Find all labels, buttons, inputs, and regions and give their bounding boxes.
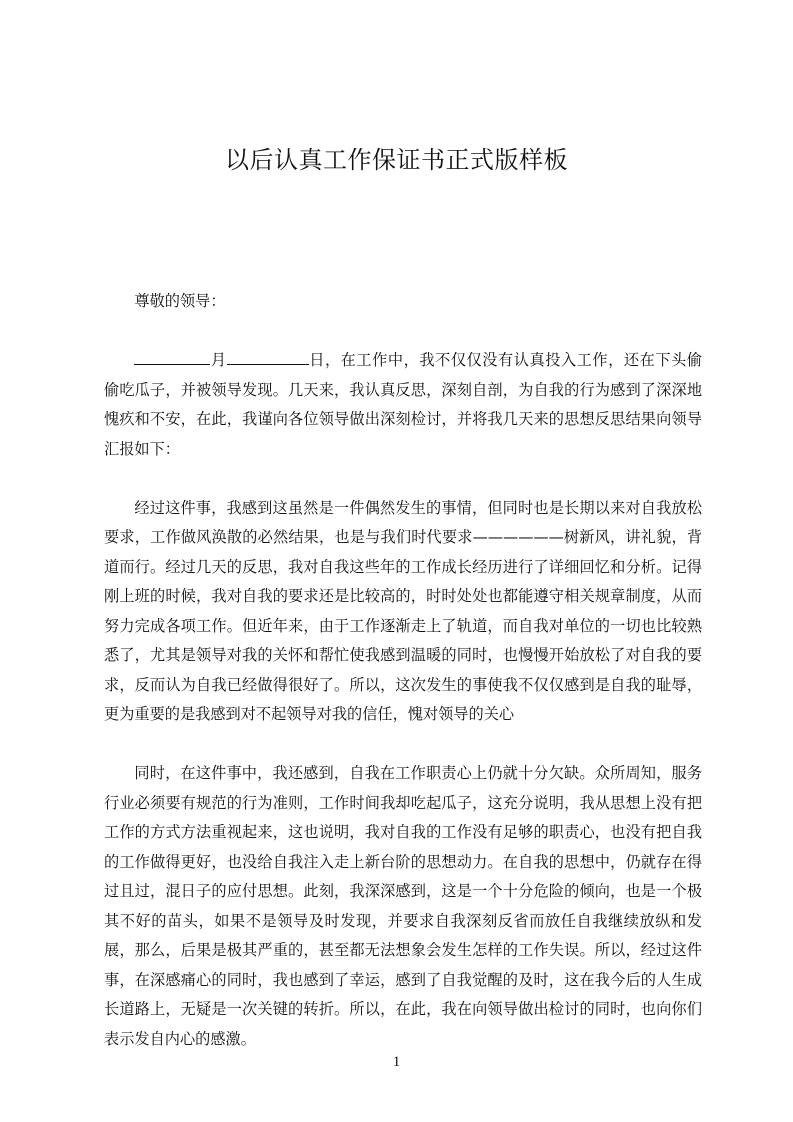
paragraph-3: 同时，在这件事中，我还感到，自我在工作职责心上仍就十分欠缺。众所周知，服务行业必须要有规范的行为准则，工作时间我却吃起瓜子，这充分说明，我从思想上没有把工作的方式方法重视起来，这也说明，我对自我的工作没有足够的职责心，也没有把自我的工作做得更好，也没给自我注入走上新台阶的思想动力。在自我的思想中，仍就存在得过且过，混日子的应付思想。此刻，我深深感到，这是一个十分危险的倾向，也是一个极其不好的苗头，如果不是领导及时发现，并要求自我深刻反省而放任自我继续放纵和发展，那么，后果是极其严重的，甚至都无法想象会发生怎样的工作失误。所以，经过这件事，在深感痛心的同时，我也感到了幸运，感到了自我觉醒的及时，这在我今后的人生成长道路上，无疑是一次关键的转折。所以，在此，我在向领导做出检讨的同时，也向你们表示发自内心的感激。 [104,764,702,1048]
month-blank [134,348,210,365]
document-body [104,287,702,1054]
salutation: 尊敬的领导： [134,292,226,310]
day-blank [227,348,309,365]
paragraph-1 [104,346,702,464]
paragraph-1-text: 日，在工作中，我不仅仅没有认真投入工作，还在下头偷偷吃瓜子，并被领导发现。几天来，我认真反思，深刻自剖，为自我的行为感到了深深地愧疚和不安，在此，我谨向各位领导做出深刻检讨，并将我几天来的思想反思结果向领导汇报如下： [104,351,703,458]
month-label: 月 [210,351,227,369]
paragraph-2: 经过这件事，我感到这虽然是一件偶然发生的事情，但同时也是长期以来对自我放松要求，工作做风涣散的必然结果，也是与我们时代要求——————树新风，讲礼貌，背道而行。经过几天的反思，我对自我这些年的工作成长经历进行了详细回忆和分析。记得刚上班的时候，我对自我的要求还是比较高的，时时处处也都能遵守相关规章制度，从而努力完成各项工作。但近年来，由于工作逐渐走上了轨道，而自我对单位的一切也比较熟悉了，尤其是领导对我的关怀和帮忙使我感到温暖的同时，也慢慢开始放松了对自我的要求，反而认为自我已经做得很好了。所以，这次发生的事使我不仅仅感到是自我的耻辱，更为重要的是我感到对不起领导对我的信任，愧对领导的关心 [104,498,702,723]
document-title: 以后认真工作保证书正式版样板 [225,146,568,174]
page-number: 1 [392,1054,401,1070]
